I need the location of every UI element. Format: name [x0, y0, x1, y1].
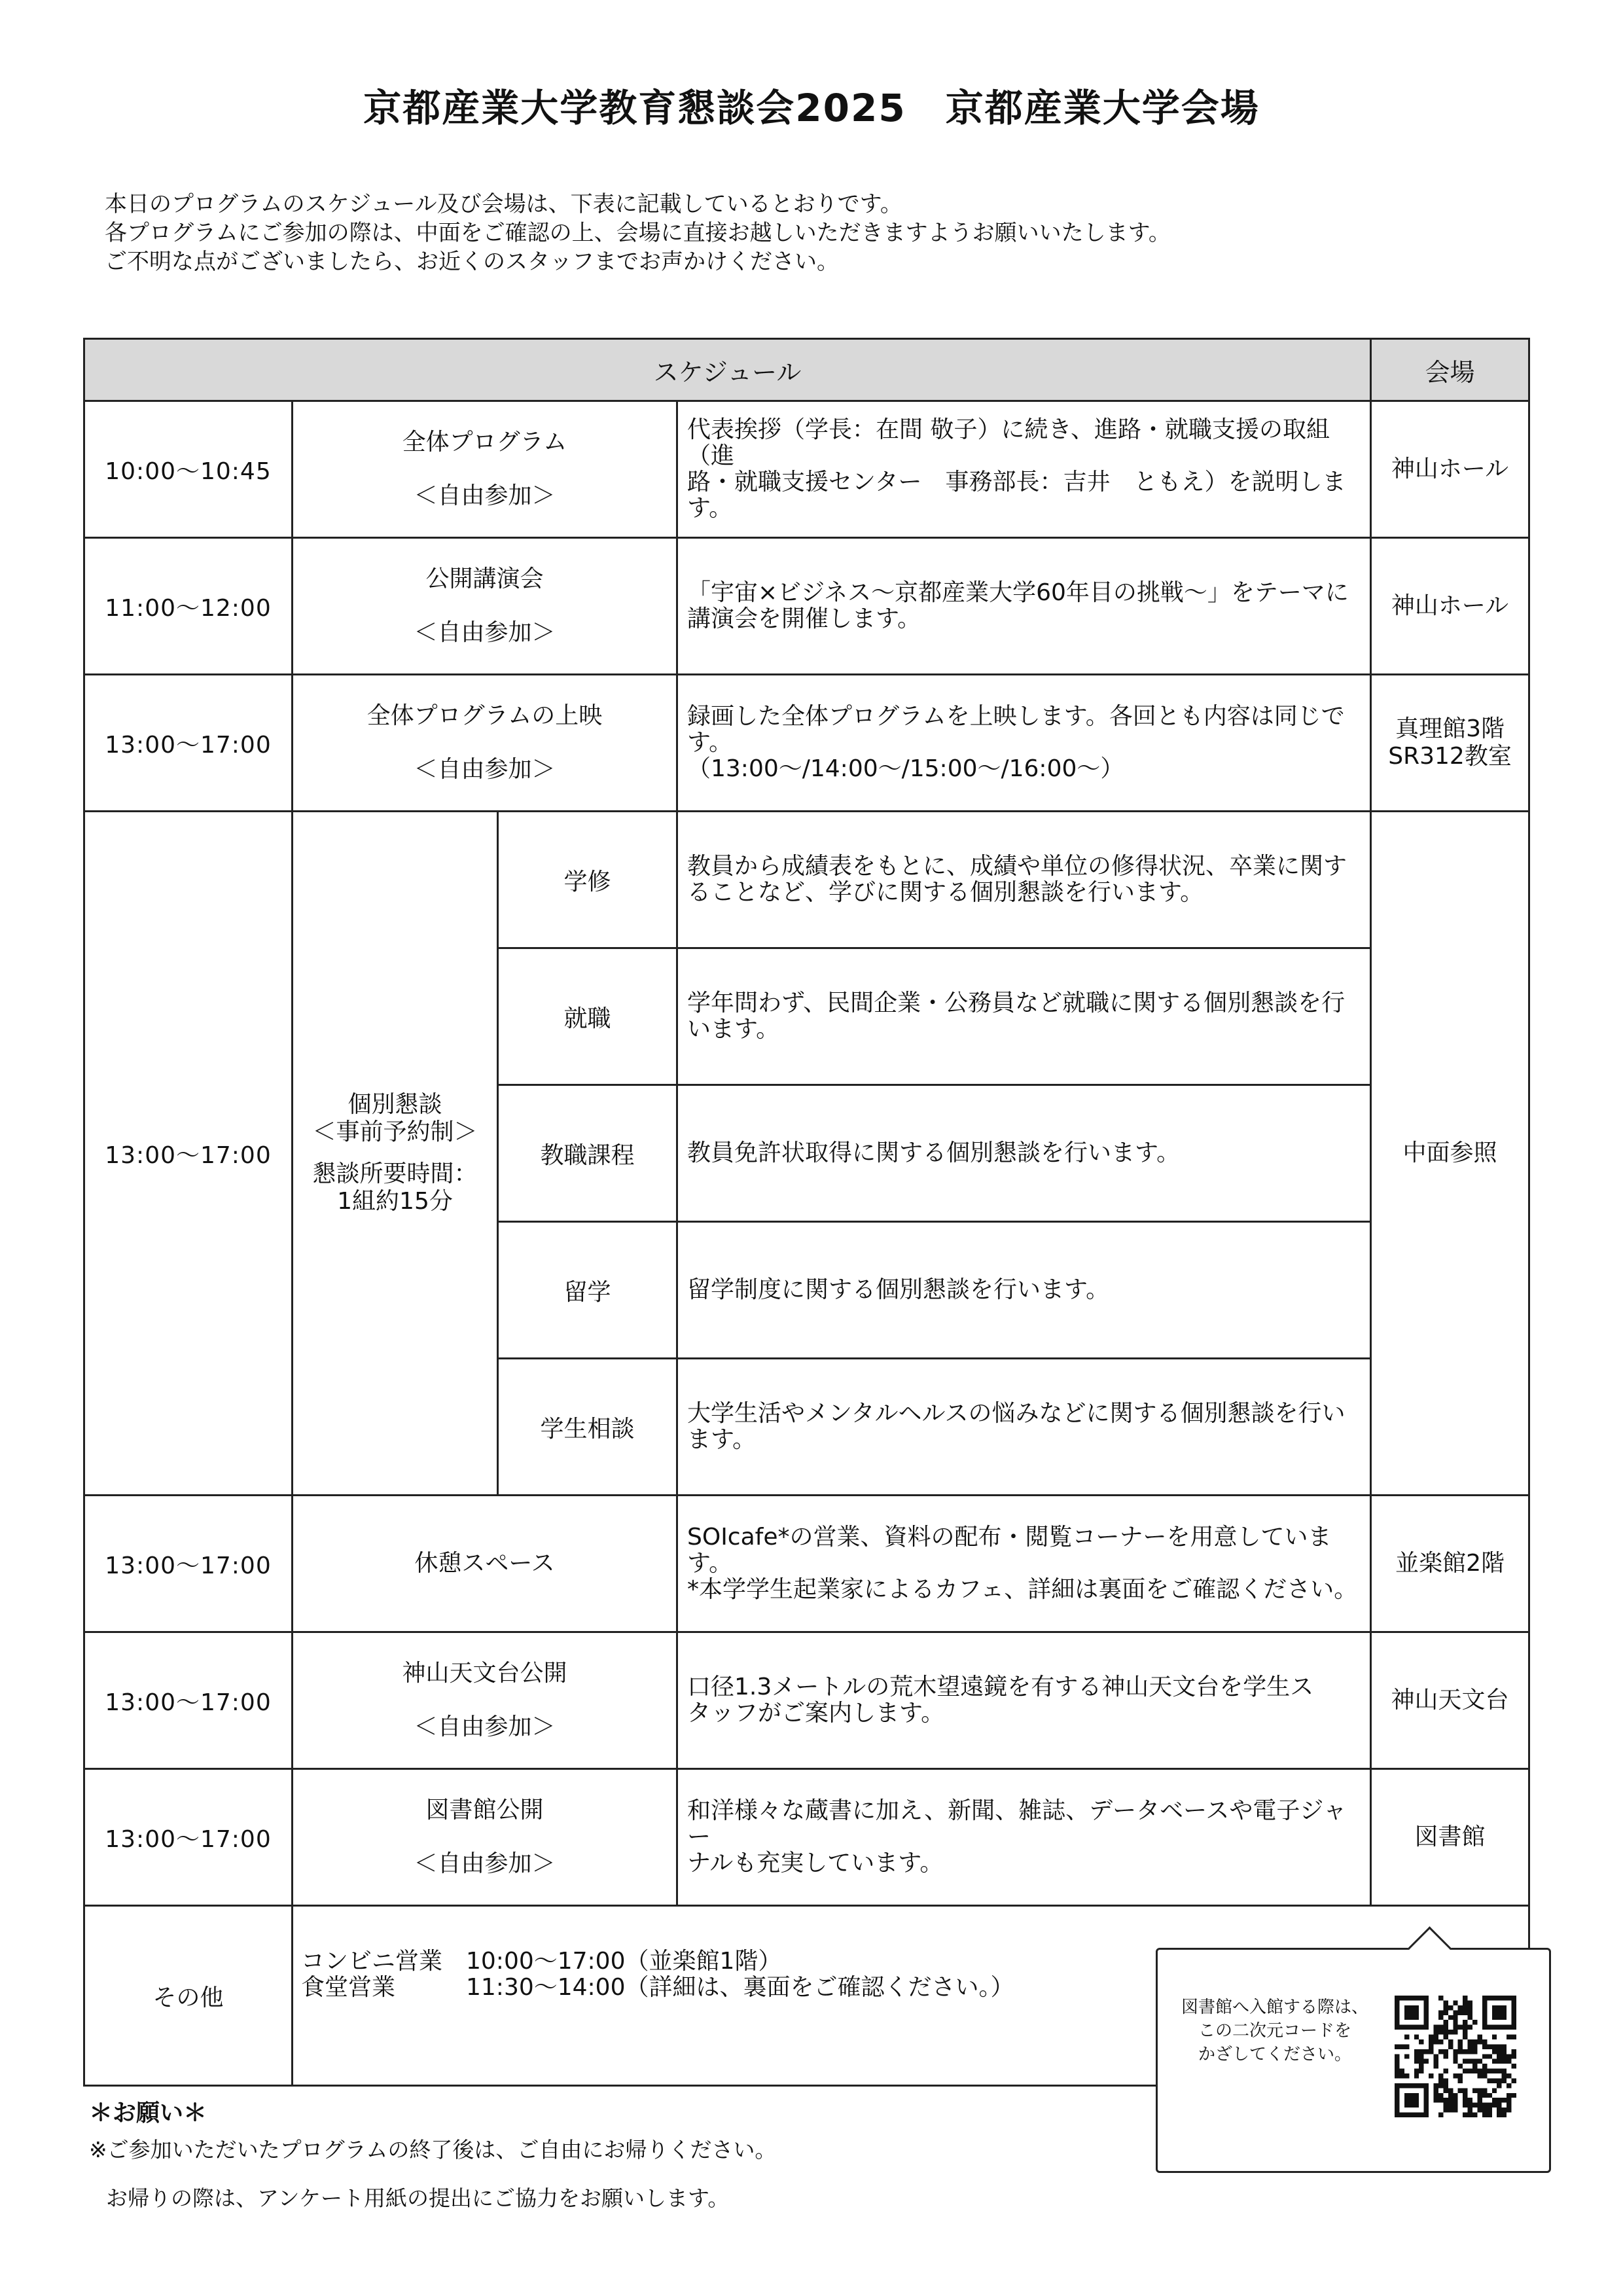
individual-label: ＜事前予約制＞	[312, 1119, 478, 1145]
sub-program-cell: 教職課程	[498, 1085, 677, 1222]
program-name: 休憩スペース	[414, 1550, 555, 1577]
description-line: タッフがご案内します。	[687, 1700, 945, 1727]
other-label-cell: その他	[84, 1906, 293, 2086]
description-line: 大学生活やメンタルヘルスの悩みなどに関する個別懇談を行い	[687, 1400, 1346, 1427]
time-cell: 13:00～17:00	[84, 1496, 293, 1632]
program-name: 図書館公開	[425, 1797, 544, 1823]
individual-label: 個別懇談	[348, 1091, 442, 1118]
individual-label: 懇談所要時間：	[312, 1160, 478, 1187]
description-line: す。	[687, 729, 733, 756]
description-line: 和洋様々な蔵書に加え、新聞、雑誌、データベースや電子ジャー	[687, 1797, 1347, 1850]
description-cell	[677, 1769, 1371, 1906]
venue-cell: 神山天文台	[1371, 1632, 1529, 1769]
description-line: 教員から成績表をもとに、成績や単位の修得状況、卒業に関す	[687, 853, 1347, 880]
program-cell	[293, 675, 677, 812]
description-cell	[677, 1359, 1371, 1496]
time-cell: 13:00～17:00	[84, 1769, 293, 1906]
venue-line: SR312教室	[1388, 743, 1512, 770]
program-note: ＜自由参加＞	[414, 1850, 556, 1877]
time-cell: 13:00～17:00	[84, 675, 293, 812]
table-row	[84, 538, 1529, 675]
program-cell	[293, 401, 677, 538]
venue-line: 真理館3階	[1395, 715, 1505, 742]
intro-text	[105, 190, 1171, 276]
venue-cell: 中面参照	[1371, 812, 1529, 1496]
notes-section	[89, 2099, 776, 2213]
program-cell	[293, 1769, 677, 1906]
sub-program-cell: 学生相談	[498, 1359, 677, 1496]
description-line: 学年問わず、民間企業・公務員など就職に関する個別懇談を行	[687, 990, 1346, 1016]
sub-program-cell: 留学	[498, 1222, 677, 1359]
intro-line: ご不明な点がございましたら、お近くのスタッフまでお声かけください。	[105, 249, 839, 275]
description-cell	[677, 538, 1371, 675]
notes-line: お帰りの際は、アンケート用紙の提出にご協力をお願いします。	[106, 2185, 730, 2211]
individual-consult-cell	[293, 812, 498, 1496]
notes-line: ※ご参加いただいたプログラムの終了後は、ご自由にお帰りください。	[89, 2137, 777, 2162]
program-cell	[293, 538, 677, 675]
description-line: 代表挨拶（学長：在間 敬子）に続き、進路・就職支援の取組（進	[687, 416, 1330, 469]
description-line: 留学制度に関する個別懇談を行います。	[687, 1276, 1110, 1303]
venue-cell: 並楽館2階	[1371, 1496, 1529, 1632]
schedule-table	[83, 338, 1530, 2087]
notes-heading: ＊お願い＊	[89, 2100, 207, 2126]
description-cell	[677, 1085, 1371, 1222]
page-title: 京都産業大学教育懇談会2025 京都産業大学会場	[363, 86, 1260, 130]
intro-line: 本日のプログラムのスケジュール及び会場は、下表に記載しているとおりです。	[105, 191, 902, 217]
individual-label: 1組約15分	[337, 1188, 453, 1215]
qr-callout	[1156, 1948, 1551, 2173]
qr-instruction-line: かざしてください。	[1198, 2045, 1351, 2064]
header-schedule: スケジュール	[84, 339, 1371, 401]
program-note: ＜自由参加＞	[414, 756, 556, 783]
description-cell	[677, 401, 1371, 538]
program-cell	[293, 1496, 677, 1632]
program-name: 神山天文台公開	[402, 1660, 567, 1687]
header-venue: 会場	[1371, 339, 1529, 401]
description-cell	[677, 948, 1371, 1085]
intro-line: 各プログラムにご参加の際は、中面をご確認の上、会場に直接お越しいただきますようお願いいたします。	[105, 220, 1171, 246]
program-name: 公開講演会	[425, 565, 544, 592]
description-line: 路・就職支援センター 事務部長：吉井 ともえ）を説明します。	[687, 469, 1346, 522]
sub-program-cell: 学修	[498, 812, 677, 948]
description-line: す。	[687, 1550, 733, 1577]
sub-program-cell: 就職	[498, 948, 677, 1085]
qr-code-icon	[1395, 1996, 1516, 2117]
description-cell	[677, 1496, 1371, 1632]
description-line: ナルも充実しています。	[687, 1850, 944, 1876]
table-row	[84, 675, 1529, 812]
program-note: ＜自由参加＞	[414, 619, 556, 646]
description-line: 「宇宙×ビジネス～京都産業大学60年目の挑戦～」をテーマに	[687, 579, 1349, 606]
qr-instruction	[1167, 1996, 1383, 2066]
venue-cell: 図書館	[1371, 1769, 1529, 1906]
program-note: ＜自由参加＞	[414, 1713, 556, 1740]
venue-cell: 神山ホール	[1371, 538, 1529, 675]
time-cell: 13:00～17:00	[84, 812, 293, 1496]
time-cell: 13:00～17:00	[84, 1632, 293, 1769]
venue-cell: 神山ホール	[1371, 401, 1529, 538]
description-cell	[677, 675, 1371, 812]
description-cell	[677, 812, 1371, 948]
other-info-line: 食堂営業 11:30～14:00（詳細は、裏面をご確認ください。）	[301, 1974, 1014, 2001]
time-cell: 11:00～12:00	[84, 538, 293, 675]
table-row	[84, 1769, 1529, 1906]
description-cell	[677, 1222, 1371, 1359]
table-row	[84, 1496, 1529, 1632]
other-info-line: コンビニ営業 10:00～17:00（並楽館1階）	[301, 1948, 782, 1975]
program-name: 全体プログラムの上映	[366, 702, 603, 729]
table-row	[84, 1632, 1529, 1769]
time-cell: 10:00～10:45	[84, 401, 293, 538]
description-line: 教員免許状取得に関する個別懇談を行います。	[687, 1139, 1181, 1166]
description-line: 講演会を開催します。	[687, 605, 921, 632]
venue-cell	[1371, 675, 1529, 812]
program-name: 全体プログラム	[402, 429, 567, 456]
program-note: ＜自由参加＞	[414, 482, 556, 509]
description-line: （13:00～/14:00～/15:00～/16:00～）	[687, 755, 1124, 782]
description-cell	[677, 1632, 1371, 1769]
qr-instruction-line: この二次元コードを	[1198, 2021, 1351, 2041]
qr-instruction-line: 図書館へ入館する際は、	[1181, 1998, 1368, 2017]
description-line: *本学学生起業家によるカフェ、詳細は裏面をご確認ください。	[687, 1576, 1358, 1603]
description-line: います。	[687, 1016, 780, 1043]
description-line: 口径1.3メートルの荒木望遠鏡を有する神山天文台を学生ス	[687, 1674, 1314, 1700]
program-cell	[293, 1632, 677, 1769]
table-row	[84, 812, 1529, 948]
description-line: ることなど、学びに関する個別懇談を行います。	[687, 879, 1204, 906]
description-line: SOIcafe*の営業、資料の配布・閲覧コーナーを用意していま	[687, 1524, 1332, 1551]
description-line: ます。	[687, 1426, 757, 1453]
description-line: 録画した全体プログラムを上映します。各回とも内容は同じで	[687, 703, 1345, 730]
table-row	[84, 401, 1529, 538]
